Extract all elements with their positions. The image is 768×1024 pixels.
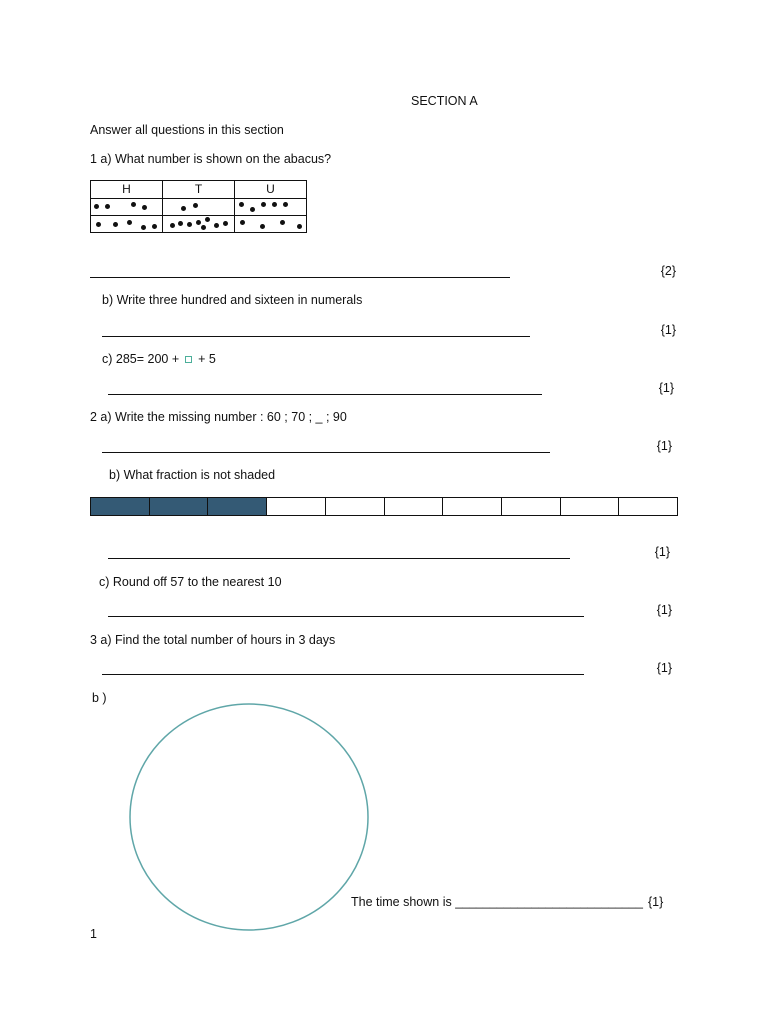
bead [280, 220, 285, 225]
bead [201, 225, 206, 230]
answer-line-2c[interactable] [108, 616, 584, 617]
strip-cell-unshaded [267, 498, 326, 515]
answer-line-3a[interactable] [102, 674, 584, 675]
abacus-header-t: T [163, 181, 235, 199]
bead [196, 220, 201, 225]
bead [239, 202, 244, 207]
answer-line-2b[interactable] [108, 558, 570, 559]
bead [283, 202, 288, 207]
clock-face-circle [128, 702, 370, 932]
question-1c-start: c) 285= 200 + [102, 352, 180, 366]
instructions: Answer all questions in this section [90, 123, 284, 137]
strip-cell-unshaded [561, 498, 620, 515]
bead [260, 224, 265, 229]
strip-cell-unshaded [443, 498, 502, 515]
strip-cell-unshaded [619, 498, 677, 515]
answer-line-1c[interactable] [108, 394, 542, 395]
bead [181, 206, 186, 211]
mark-3a: {1} [656, 661, 672, 675]
strip-cell-unshaded [326, 498, 385, 515]
bead [297, 224, 302, 229]
time-shown-text: The time shown is ___________________________ [351, 895, 643, 909]
bead [94, 204, 99, 209]
abacus-row2-t [163, 216, 235, 233]
bead [193, 203, 198, 208]
bead [131, 202, 136, 207]
question-1c-end: + 5 [198, 352, 216, 366]
abacus-row1-t [163, 199, 235, 216]
bead [272, 202, 277, 207]
strip-cell-unshaded [385, 498, 444, 515]
mark-2a: {1} [656, 439, 672, 453]
question-1c [102, 352, 216, 366]
bead [127, 220, 132, 225]
abacus-row2-h [91, 216, 163, 233]
mark-2b: {1} [654, 545, 670, 559]
abacus-header-u: U [235, 181, 307, 199]
question-1a: 1 a) What number is shown on the abacus? [90, 152, 332, 166]
bead [178, 221, 183, 226]
bead [205, 217, 210, 222]
abacus-header-h: H [91, 181, 163, 199]
mark-1b: {1} [660, 323, 676, 337]
bead [113, 222, 118, 227]
answer-line-1a[interactable] [90, 277, 510, 278]
abacus-row1-u [235, 199, 307, 216]
bead [240, 220, 245, 225]
strip-cell-shaded [91, 498, 150, 515]
answer-line-2a[interactable] [102, 452, 550, 453]
strip-cell-shaded [150, 498, 209, 515]
answer-line-1b[interactable] [102, 336, 530, 337]
bead [223, 221, 228, 226]
mark-1c: {1} [658, 381, 674, 395]
bead [214, 223, 219, 228]
mark-1a: {2} [660, 264, 676, 278]
fraction-strip [90, 497, 678, 516]
question-2b: b) What fraction is not shaded [109, 468, 276, 482]
bead [261, 202, 266, 207]
page-number: 1 [90, 927, 97, 941]
question-2c: c) Round off 57 to the nearest 10 [99, 575, 282, 589]
abacus-table [90, 180, 307, 233]
bead [141, 225, 146, 230]
question-1b: b) Write three hundred and sixteen in numerals [102, 293, 363, 307]
mark-2c: {1} [656, 603, 672, 617]
strip-cell-unshaded [502, 498, 561, 515]
bead [105, 204, 110, 209]
strip-cell-shaded [208, 498, 267, 515]
question-2a: 2 a) Write the missing number : 60 ; 70 ; _ ; 90 [90, 410, 347, 424]
section-title: SECTION A [411, 94, 478, 108]
blank-box-icon [185, 356, 192, 363]
abacus-row1-h [91, 199, 163, 216]
question-3b-label: b ) [92, 691, 107, 705]
question-3a: 3 a) Find the total number of hours in 3 days [90, 633, 336, 647]
bead [96, 222, 101, 227]
abacus-row2-u [235, 216, 307, 233]
bead [142, 205, 147, 210]
bead [152, 224, 157, 229]
bead [250, 207, 255, 212]
mark-3b: {1} [648, 895, 664, 909]
bead [187, 222, 192, 227]
bead [170, 223, 175, 228]
